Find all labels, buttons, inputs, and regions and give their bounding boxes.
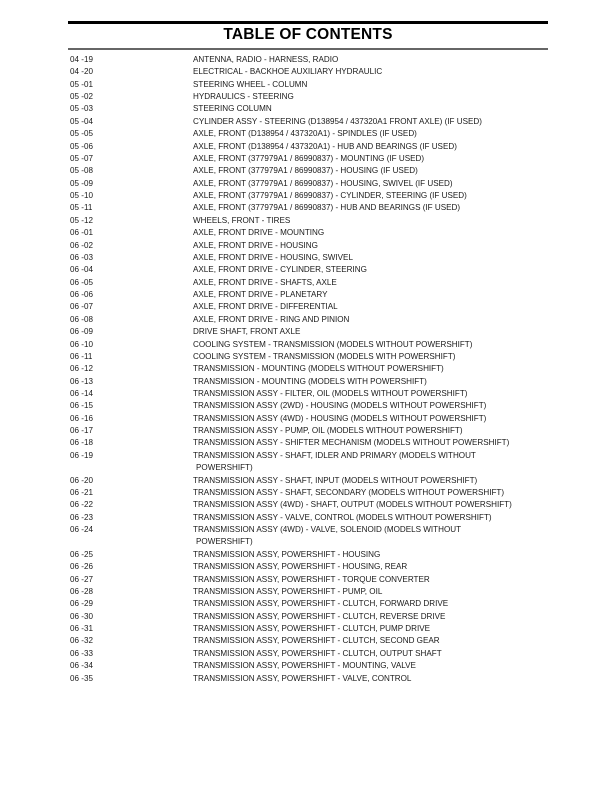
toc-entry[interactable] — [0, 598, 612, 610]
toc-entry[interactable] — [0, 190, 612, 202]
toc-entry-code: 04 -20 — [70, 67, 93, 77]
toc-entry[interactable] — [0, 202, 612, 214]
toc-entry-label: AXLE, FRONT (377979A1 / 86990837) - MOUNTING (IF USED) — [193, 153, 425, 163]
toc-entry-code: 05 -10 — [70, 191, 93, 201]
toc-entry[interactable] — [0, 141, 612, 153]
toc-entry[interactable] — [0, 660, 612, 672]
toc-entry[interactable] — [0, 264, 612, 276]
toc-entry[interactable] — [0, 574, 612, 586]
toc-entry-label: ANTENNA, RADIO - HARNESS, RADIO — [193, 55, 339, 64]
toc-entry-code: 06 -18 — [70, 438, 93, 448]
toc-entry-code: 06 -35 — [70, 673, 93, 683]
toc-entry-code: 06 -17 — [70, 426, 93, 436]
toc-entry-label: TRANSMISSION ASSY, POWERSHIFT - VALVE, CONTROL — [193, 673, 412, 683]
toc-entry-code: 06 -01 — [70, 228, 93, 238]
toc-entry[interactable] — [0, 277, 612, 289]
toc-entry-code: 05 -03 — [70, 104, 93, 114]
toc-entry[interactable] — [0, 425, 612, 437]
toc-entry[interactable] — [0, 499, 612, 511]
toc-entry-code: 06 -26 — [70, 562, 93, 572]
toc-entry-code: 06 -21 — [70, 487, 93, 497]
toc-entry[interactable] — [0, 549, 612, 561]
toc-entry-code: 05 -04 — [70, 116, 93, 126]
page-title: TABLE OF CONTENTS — [223, 26, 393, 43]
toc-entry-label: AXLE, FRONT (D138954 / 437320A1) - HUB AND BEARINGS (IF USED) — [193, 141, 457, 151]
toc-entry-label: HYDRAULICS - STEERING — [193, 92, 294, 102]
toc-entry-code: 05 -07 — [70, 153, 93, 163]
toc-entry-label: AXLE, FRONT DRIVE - SHAFTS, AXLE — [193, 277, 337, 287]
toc-entry-label: TRANSMISSION ASSY (4WD) - SHAFT, OUTPUT (MODELS WITHOUT POWERSHIFT) — [193, 500, 512, 510]
toc-entry-label: AXLE, FRONT (377979A1 / 86990837) - CYLINDER, STEERING (IF USED) — [193, 191, 467, 201]
toc-entry[interactable] — [0, 487, 612, 499]
toc-entry-code: 06 -08 — [70, 314, 93, 324]
toc-entry-label: TRANSMISSION ASSY, POWERSHIFT - PUMP, OIL — [193, 586, 383, 596]
toc-entry[interactable] — [0, 475, 612, 487]
toc-entry[interactable] — [0, 623, 612, 635]
toc-entry-code: 06 -32 — [70, 636, 93, 646]
toc-entry[interactable] — [0, 561, 612, 573]
toc-entry-code: 06 -04 — [70, 265, 93, 275]
toc-entry-code: 05 -12 — [70, 215, 93, 225]
toc-entry-label: TRANSMISSION ASSY (4WD) - HOUSING (MODELS WITHOUT POWERSHIFT) — [193, 413, 487, 423]
toc-entry[interactable] — [0, 388, 612, 400]
toc-entry[interactable] — [0, 240, 612, 252]
toc-entry-code: 06 -09 — [70, 327, 93, 337]
toc-entry[interactable] — [0, 153, 612, 165]
toc-entry[interactable] — [0, 178, 612, 190]
toc-entry-code: 06 -29 — [70, 599, 93, 609]
toc-entry-code: 06 -30 — [70, 611, 93, 621]
toc-entry[interactable] — [0, 351, 612, 363]
toc-entry[interactable] — [0, 413, 612, 425]
toc-entry-code: 04 -19 — [70, 55, 93, 64]
toc-entry-code: 05 -02 — [70, 92, 93, 102]
toc-entry[interactable] — [0, 54, 612, 66]
toc-entry-code: 06 -16 — [70, 413, 93, 423]
toc-entry-label: TRANSMISSION - MOUNTING (MODELS WITH POWERSHIFT) — [193, 376, 427, 386]
toc-entry[interactable] — [0, 363, 612, 375]
toc-entry-label: COOLING SYSTEM - TRANSMISSION (MODELS WITH POWERSHIFT) — [193, 351, 456, 361]
toc-entry-code: 06 -23 — [70, 512, 93, 522]
toc-entry[interactable] — [0, 400, 612, 412]
toc-entry-label: AXLE, FRONT (377979A1 / 86990837) - HUB AND BEARINGS (IF USED) — [193, 203, 461, 213]
toc-entry-label: COOLING SYSTEM - TRANSMISSION (MODELS WITHOUT POWERSHIFT) — [193, 339, 473, 349]
toc-entry-label: TRANSMISSION ASSY - VALVE, CONTROL (MODELS WITHOUT POWERSHIFT) — [193, 512, 492, 522]
toc-entry-label: TRANSMISSION ASSY - PUMP, OIL (MODELS WITHOUT POWERSHIFT) — [193, 426, 463, 436]
toc-entry-code: 06 -02 — [70, 240, 93, 250]
toc-entry-label: AXLE, FRONT DRIVE - HOUSING — [193, 240, 318, 250]
toc-entry-label: AXLE, FRONT DRIVE - MOUNTING — [193, 228, 325, 238]
toc-entry-label: TRANSMISSION ASSY, POWERSHIFT - MOUNTING, VALVE — [193, 661, 416, 671]
toc-entry-label: TRANSMISSION ASSY, POWERSHIFT - CLUTCH, SECOND GEAR — [193, 636, 440, 646]
toc-entry[interactable] — [0, 673, 612, 685]
toc-entry-code: 06 -12 — [70, 364, 93, 374]
toc-entry[interactable] — [0, 376, 612, 388]
toc-entry[interactable] — [0, 437, 612, 449]
toc-entry[interactable] — [0, 91, 612, 103]
toc-entry-label: AXLE, FRONT (D138954 / 437320A1) - SPINDLES (IF USED) — [193, 129, 417, 139]
toc-entry-code: 06 -07 — [70, 302, 93, 312]
toc-entry-code: 06 -10 — [70, 339, 93, 349]
toc-entry-label: AXLE, FRONT DRIVE - PLANETARY — [193, 290, 328, 300]
toc-entry-code: 05 -08 — [70, 166, 93, 176]
toc-entry-label: STEERING WHEEL - COLUMN — [193, 79, 308, 89]
toc-entry-label: TRANSMISSION ASSY, POWERSHIFT - CLUTCH, FORWARD DRIVE — [193, 599, 449, 609]
toc-entry-code: 06 -03 — [70, 252, 93, 262]
toc-entry-code: 05 -09 — [70, 178, 93, 188]
toc-entry[interactable] — [0, 450, 612, 462]
header-rule-top — [68, 21, 548, 24]
toc-entry-label: TRANSMISSION ASSY, POWERSHIFT - TORQUE CONVERTER — [193, 574, 430, 584]
toc-entry-label: TRANSMISSION ASSY (2WD) - HOUSING (MODELS WITHOUT POWERSHIFT) — [193, 401, 487, 411]
toc-entry[interactable] — [0, 586, 612, 598]
toc-entry-code: 06 -24 — [70, 525, 93, 535]
toc-entry-label: TRANSMISSION ASSY - FILTER, OIL (MODELS WITHOUT POWERSHIFT) — [193, 388, 468, 398]
toc-entry-code: 06 -28 — [70, 586, 93, 596]
toc-entry[interactable] — [0, 128, 612, 140]
toc-entry-code: 05 -05 — [70, 129, 93, 139]
toc-entry-code: 06 -13 — [70, 376, 93, 386]
toc-entry-code: 06 -34 — [70, 661, 93, 671]
toc-entry-code: 05 -01 — [70, 79, 93, 89]
toc-entry-label: TRANSMISSION - MOUNTING (MODELS WITHOUT POWERSHIFT) — [193, 364, 444, 374]
toc-entry-label: TRANSMISSION ASSY - SHAFT, INPUT (MODELS WITHOUT POWERSHIFT) — [193, 475, 478, 485]
toc-entry[interactable] — [0, 314, 612, 326]
toc-entry[interactable] — [0, 339, 612, 351]
toc-entry[interactable] — [0, 116, 612, 128]
toc-entry-code: 06 -05 — [70, 277, 93, 287]
toc-entry[interactable] — [0, 165, 612, 177]
toc-entry[interactable] — [0, 289, 612, 301]
toc-entry[interactable] — [0, 524, 612, 536]
toc-entry-code: 06 -14 — [70, 388, 93, 398]
toc-entry-label: AXLE, FRONT (377979A1 / 86990837) - HOUSING (IF USED) — [193, 166, 418, 176]
toc-entry-label: TRANSMISSION ASSY, POWERSHIFT - HOUSING, REAR — [193, 562, 408, 572]
toc-entry[interactable] — [0, 301, 612, 313]
toc-entry[interactable] — [0, 252, 612, 264]
toc-entry-label: AXLE, FRONT DRIVE - DIFFERENTIAL — [193, 302, 338, 312]
toc-entry-label: TRANSMISSION ASSY, POWERSHIFT - HOUSING — [193, 549, 381, 559]
toc-entry[interactable] — [0, 648, 612, 660]
toc-entry-label: CYLINDER ASSY - STEERING (D138954 / 437320A1 FRONT AXLE) (IF USED) — [193, 116, 482, 126]
toc-entry-code: 06 -15 — [70, 401, 93, 411]
header-rule-bottom — [68, 48, 548, 50]
toc-entry-label: TRANSMISSION ASSY, POWERSHIFT - CLUTCH, REVERSE DRIVE — [193, 611, 446, 621]
toc-entry-label: TRANSMISSION ASSY (4WD) - VALVE, SOLENOID (MODELS WITHOUT — [193, 525, 462, 535]
toc-entry-code: 06 -20 — [70, 475, 93, 485]
toc-entry-label-continuation: POWERSHIFT) — [196, 463, 253, 473]
toc-entry-label: WHEELS, FRONT - TIRES — [193, 215, 291, 225]
toc-entry-code: 06 -25 — [70, 549, 93, 559]
toc-entry[interactable] — [0, 66, 612, 78]
toc-entry-label: DRIVE SHAFT, FRONT AXLE — [193, 327, 301, 337]
toc-entry-label: TRANSMISSION ASSY, POWERSHIFT - CLUTCH, OUTPUT SHAFT — [193, 648, 442, 658]
toc-entry[interactable] — [0, 611, 612, 623]
toc-entry-label: TRANSMISSION ASSY - SHAFT, IDLER AND PRIMARY (MODELS WITHOUT — [193, 450, 476, 460]
toc-entry[interactable] — [0, 79, 612, 91]
toc-entry[interactable] — [0, 103, 612, 115]
toc-entry-code: 06 -19 — [70, 450, 93, 460]
toc-entry[interactable] — [0, 326, 612, 338]
toc-entry[interactable] — [0, 215, 612, 227]
toc-entry-code: 06 -22 — [70, 500, 93, 510]
toc-entry-code: 06 -31 — [70, 624, 93, 634]
toc-entry-label: TRANSMISSION ASSY, POWERSHIFT - CLUTCH, PUMP DRIVE — [193, 624, 431, 634]
toc-entry-code: 06 -11 — [70, 351, 93, 361]
toc-entry-label: ELECTRICAL - BACKHOE AUXILIARY HYDRAULIC — [193, 67, 383, 77]
toc-entry-label: AXLE, FRONT (377979A1 / 86990837) - HOUSING, SWIVEL (IF USED) — [193, 178, 453, 188]
toc-entry-label: STEERING COLUMN — [193, 104, 272, 114]
toc-entry-code: 06 -33 — [70, 648, 93, 658]
toc-entry-label: TRANSMISSION ASSY - SHAFT, SECONDARY (MODELS WITHOUT POWERSHIFT) — [193, 487, 505, 497]
toc-entry-label-continuation: POWERSHIFT) — [196, 537, 253, 547]
toc-entry-label: AXLE, FRONT DRIVE - HOUSING, SWIVEL — [193, 252, 353, 262]
toc-entry-code: 06 -06 — [70, 290, 93, 300]
toc-entry-code: 06 -27 — [70, 574, 93, 584]
toc-entry-code: 05 -11 — [70, 203, 93, 213]
toc-entry[interactable] — [0, 227, 612, 239]
toc-entry[interactable] — [0, 635, 612, 647]
toc-entry-label: TRANSMISSION ASSY - SHIFTER MECHANISM (MODELS WITHOUT POWERSHIFT) — [193, 438, 510, 448]
toc-entry-label: AXLE, FRONT DRIVE - CYLINDER, STEERING — [193, 265, 367, 275]
toc-entry-code: 05 -06 — [70, 141, 93, 151]
toc-entry-label: AXLE, FRONT DRIVE - RING AND PINION — [193, 314, 350, 324]
toc-entry[interactable] — [0, 512, 612, 524]
